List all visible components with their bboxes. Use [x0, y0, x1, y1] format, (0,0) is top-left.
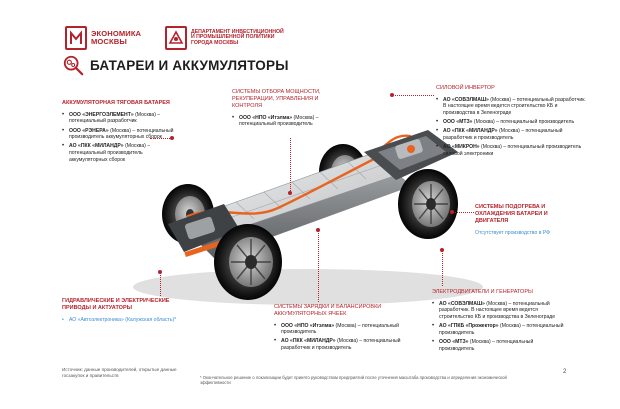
supplier-list: [432, 301, 567, 352]
supplier-item: • ООО «РЭНЕРА» (Москва) – потенциальный производитель аккумуляторных сборок: [62, 128, 177, 141]
supplier-item: • АО «ГПКБ «Прожектор» (Москва) – потенциальный производитель: [432, 323, 567, 336]
callout-title: АККУМУЛЯТОРНАЯ ТЯГОВАЯ БАТАРЕЯ: [62, 100, 170, 106]
callout-motors-generators: [432, 289, 567, 355]
callout-hydraulic-actuators: [62, 298, 177, 323]
wheel-rear-right: [214, 224, 282, 300]
dot-hydraulic: [158, 270, 162, 274]
dot-inverter: [390, 93, 394, 97]
dot-heat: [450, 210, 454, 214]
supplier-list: [436, 97, 586, 157]
supplier-item: • АО «СОВЭЛМАШ» (Москва) – потенциальный разработчик. В настоящее время ведется строительство КБ и производства в Зеленограде: [432, 301, 567, 321]
logo1-line1: ЭКОНОМИКА: [91, 29, 142, 39]
callout-power-inverter: [436, 85, 586, 160]
supplier-item: • АО «ПКК «МИЛАНДР» (Москва) – потенциальный производитель аккумуляторных сборок: [62, 143, 177, 163]
page-number: 2: [563, 369, 567, 375]
page-title: БАТАРЕИ И АККУМУЛЯТОРЫ: [90, 57, 289, 73]
logo-department: [165, 26, 309, 50]
supplier-list: [274, 323, 404, 352]
logo-ekonomika-moskvy: [65, 26, 141, 50]
department-emblem-icon: [165, 26, 187, 50]
supplier-note: • АО «Автоэлектроника» (Калужская область)*: [62, 317, 177, 323]
no-production-note: Отсутствует производство в РФ: [475, 229, 551, 236]
callout-title: СИСТЕМЫ ЗАРЯДКИ И БАЛАНСИРОВКИ АККУМУЛЯТОРНЫХ ЯЧЕЕК: [274, 304, 382, 317]
leader-charging: [318, 230, 319, 302]
title-row: [62, 54, 289, 76]
callout-traction-battery: [62, 100, 177, 166]
callout-heating-cooling: [475, 204, 575, 236]
logo2-line1: ДЕПАРТАМЕНТ ИНВЕСТИЦИОННОЙ: [191, 28, 284, 35]
supplier-item: • ООО «МТЗ» (Москва) – потенциальный производитель: [436, 119, 586, 126]
footer-note: * Окончательное решение о локализации будет принято руководством предприятий после уточнения масштаба производства и определения экономической эффективности: [200, 375, 507, 386]
supplier-item: • ООО «НПО «Итэлма» (Москва) – потенциальный производитель: [274, 323, 404, 336]
callout-title: СИСТЕМЫ ОТБОРА МОЩНОСТИ, РЕКУПЕРАЦИИ, УПРАВЛЕНИЯ И КОНТРОЛЯ: [232, 89, 321, 109]
supplier-item: • АО «ПКК «МИЛАНДР» (Москва) – потенциальный разработчик и производитель: [274, 338, 404, 351]
magnifier-gears-icon: [62, 54, 84, 76]
supplier-item: • ООО «МТЗ» (Москва) – потенциальный производитель: [432, 339, 567, 352]
callout-power-takeoff: [232, 89, 347, 130]
supplier-list: [232, 115, 347, 128]
supplier-list: [62, 112, 177, 163]
leader-heat: [452, 212, 474, 213]
callout-title: СИСТЕМЫ ПОДОГРЕВА И ОХЛАЖДЕНИЯ БАТАРЕИ И ДВИГАТЕЛЯ: [475, 204, 548, 224]
logo2-line2: И ПРОМЫШЛЕННОЙ ПОЛИТИКИ: [191, 34, 275, 41]
callout-title: ГИДРАВЛИЧЕСКИЕ И ЭЛЕКТРИЧЕСКИЕ ПРИВОДЫ И АКТУАТОРЫ: [62, 298, 170, 311]
leader-motors: [442, 250, 443, 286]
supplier-item: • ООО «ЭНЕРГОЭЛЕМЕНТ» (Москва) – потенциальный разработчик: [62, 112, 177, 125]
moscow-coat-icon: [65, 26, 87, 50]
callout-title: СИЛОВОЙ ИНВЕРТОР: [436, 85, 495, 91]
supplier-item: • АО «МИКРОН» (Москва) – потенциальный производитель силовой электроники: [436, 144, 586, 157]
supplier-item: • ООО «НПО «Итэлма» (Москва) – потенциальный производитель: [232, 115, 347, 128]
wheel-front-left: [398, 169, 458, 239]
leader-inverter: [392, 95, 434, 96]
logo1-line2: МОСКВЫ: [91, 37, 127, 46]
dot-power: [288, 191, 292, 195]
supplier-item: • АО «СОВЭЛМАШ» (Москва) – потенциальный разработчик. В настоящее время ведется строительство КБ и производства в Зеленограде: [436, 97, 586, 117]
dot-motors: [440, 248, 444, 252]
leader-hydraulic: [160, 272, 161, 296]
callout-title: ЭЛЕКТРОДВИГАТЕЛИ И ГЕНЕРАТОРЫ: [432, 289, 533, 295]
logo2-line3: ГОРОДА МОСКВЫ: [191, 39, 239, 46]
supplier-item: • АО «ПКК «МИЛАНДР» (Москва) – потенциальный разработчик и производитель: [436, 128, 586, 141]
footer-source: Источник: данные производителей, открытые данные госзакупок и правительств: [62, 367, 177, 378]
leader-power: [290, 138, 291, 193]
dot-charging: [316, 228, 320, 232]
callout-charging-balancing: [274, 304, 404, 354]
